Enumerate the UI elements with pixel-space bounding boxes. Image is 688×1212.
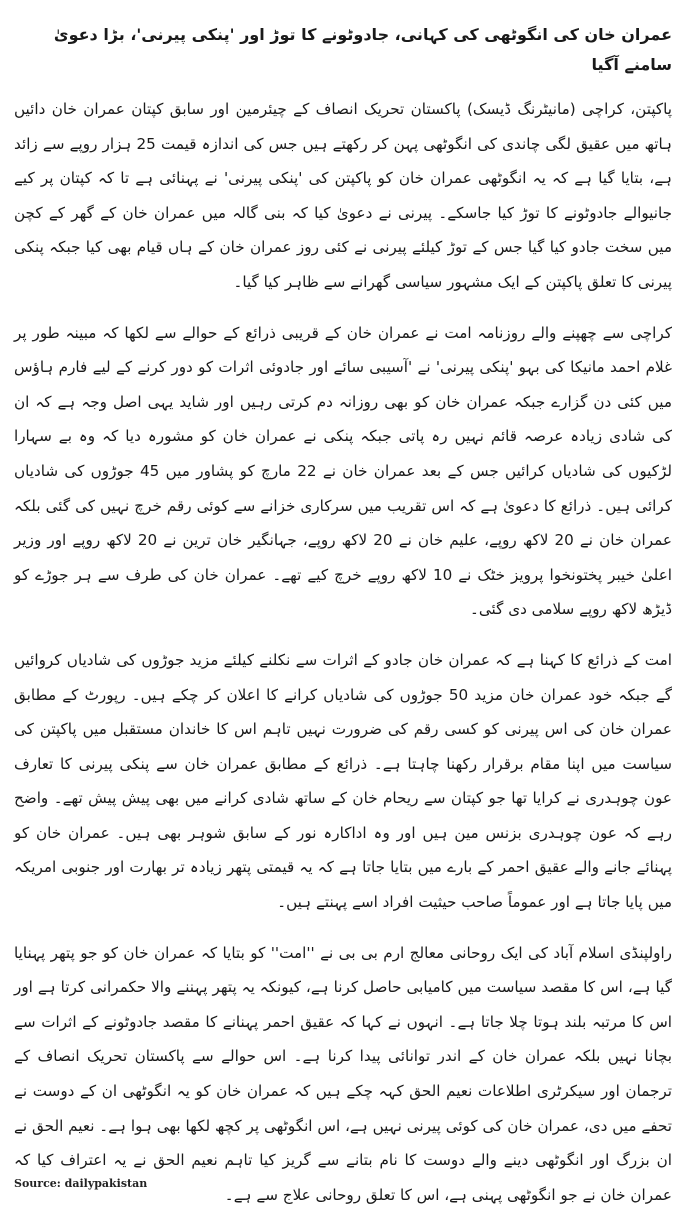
article-paragraph-3: امت کے ذرائع کا کہنا ہے کہ عمران خان جادو کے اثرات سے نکلنے کیلئے مزید جوڑوں کی شادیاں کروائیں گے جبکہ خود عمران خان مزید 50 جوڑوں کی شادیاں کرانے کا اعلان کر چکے ہیں۔ رپورٹ کے مطابق عمران خان کی اس پیرنی کو کسی رقم کی ضرورت نہیں تاہم اس کا خاندان مستقبل میں پاکپتن کی سیاست میں اپنا مقام برقرار رکھنا چاہتا ہے۔ ذرائع کے مطابق عمران خان سے پنکی پیرنی کا تعارف عون چوہدری نے کرایا تھا جو کپتان سے ریحام خان کے ساتھ شادی کرانے میں بھی پیش پیش تھے۔ واضح رہے کہ عون چوہدری بزنس مین ہیں اور وہ اداکارہ نور کے سابق شوہر بھی ہیں۔ عمران خان کو پہنائے جانے والے عقیق احمر کے بارے میں بتایا جاتا ہے کہ یہ قیمتی پتھر زیادہ تر بھارت اور جنوبی امریکہ میں پایا جاتا ہے اور عموماً صاحب حیثیت افراد اسے پہنتے ہیں۔: [14, 650, 672, 912]
article-paragraph-4: راولپنڈی اسلام آباد کی ایک روحانی معالج ارم بی بی نے ''امت'' کو بتایا کہ عمران خان کو جو پتھر پہنایا گیا ہے، اس کا مقصد سیاست میں کامیابی حاصل کرنا ہے، کیونکہ یہ پتھر پہننے والا حکمرانی کرتا ہے اور اس کا مرتبہ بلند ہوتا چلا جاتا ہے۔ انہوں نے کہا کہ عقیق احمر پہنانے کا مقصد جادوٹونے کے اثرات سے بچانا نہیں بلکہ عمران خان کے اندر توانائی پیدا کرنا ہے۔ اس حوالے سے پاکستان تحریک انصاف کے ترجمان اور سیکرٹری اطلاعات نعیم الحق کہہ چکے ہیں کہ عمران خان کو یہ انگوٹھی ان کے دوست نے تحفے میں دی، عمران خان کی کوئی پیرنی نہیں ہے، اس انگوٹھی پر کچھ لکھا بھی ہوا ہے۔ نعیم الحق نے ان بزرگ اور انگوٹھی دینے والے دوست کا نام بتانے سے گریز کیا تاہم نعیم الحق نے یہ اعتراف کیا کہ عمران خان نے جو انگوٹھی پہنی ہے، اس کا تعلق روحانی علاج سے ہے۔: [14, 943, 672, 1204]
article-paragraph-1: پاکپتن، کراچی (مانیٹرنگ ڈیسک) پاکستان تحریک انصاف کے چیئرمین اور سابق کپتان عمران خان دائیں ہاتھ میں عقیق لگی چاندی کی انگوٹھی پہن کر رکھتے ہیں جس کی اندازہ قیمت 25 ہزار روپے سے زائد ہے، بتایا گیا ہے کہ یہ انگوٹھی عمران خان کو پاکپتن کی 'پنکی پیرنی' نے پہنائی ہے تا کہ کپتان پر کیے جانیوالے جادوٹونے کا توڑ کیا جاسکے۔ پیرنی نے دعویٰ کیا کہ بنی گالہ میں عمران خان کے گھر کے کچن میں سخت جادو کیا گیا جس کے توڑ کیلئے پیرنی نے کئی روز عمران خان کے ہاں قیام بھی کیا جبکہ پنکی پیرنی کا تعلق پاکپتن کے ایک مشہور سیاسی گھرانے سے ظاہر کیا گیا۔: [14, 100, 672, 291]
article-paragraph-2: کراچی سے چھپنے والے روزنامہ امت نے عمران خان کے قریبی ذرائع کے حوالے سے لکھا کہ مبینہ طور پر غلام احمد مانیکا کی بہو 'پنکی پیرنی' نے 'آسیبی سائے اور جادوئی اثرات کو دور کرنے کے لیے فارم ہاؤس میں کئی دن گزارے جبکہ عمران خان کو بھی روزانہ دم کرتی رہیں اور شاید یہی اصل وجہ ہے کہ ان کی شادی زیادہ عرصہ قائم نہیں رہ پاتی جبکہ پنکی نے عمران خان کو مشورہ دیا کہ وہ بے سہارا لڑکیوں کی شادیاں کرائیں جس کے بعد عمران خان نے 22 مارچ کو پشاور میں 45 جوڑوں کی شادیاں کرائی ہیں۔ ذرائع کا دعویٰ ہے کہ اس تقریب میں سرکاری خزانے سے کوئی رقم خرچ نہیں کی گئی بلکہ عمران خان نے 20 لاکھ روپے، علیم خان نے 20 لاکھ روپے، جہانگیر خان ترین نے 20 لاکھ روپے اور وزیر اعلیٰ خیبر پختونخوا پرویز خٹک نے 10 لاکھ روپے خرچ کیے تھے۔ عمران خان کی طرف سے ہر جوڑے کو ڈیڑھ لاکھ روپے سلامی دی گئی۔: [14, 323, 673, 619]
source-credit: Source: dailypakistan: [14, 1177, 148, 1190]
article-headline: عمران خان کی انگوٹھی کی کہانی، جادوٹونے کا توڑ اور 'پنکی پیرنی'، بڑا دعویٰ سامنے آگیا: [53, 25, 672, 74]
